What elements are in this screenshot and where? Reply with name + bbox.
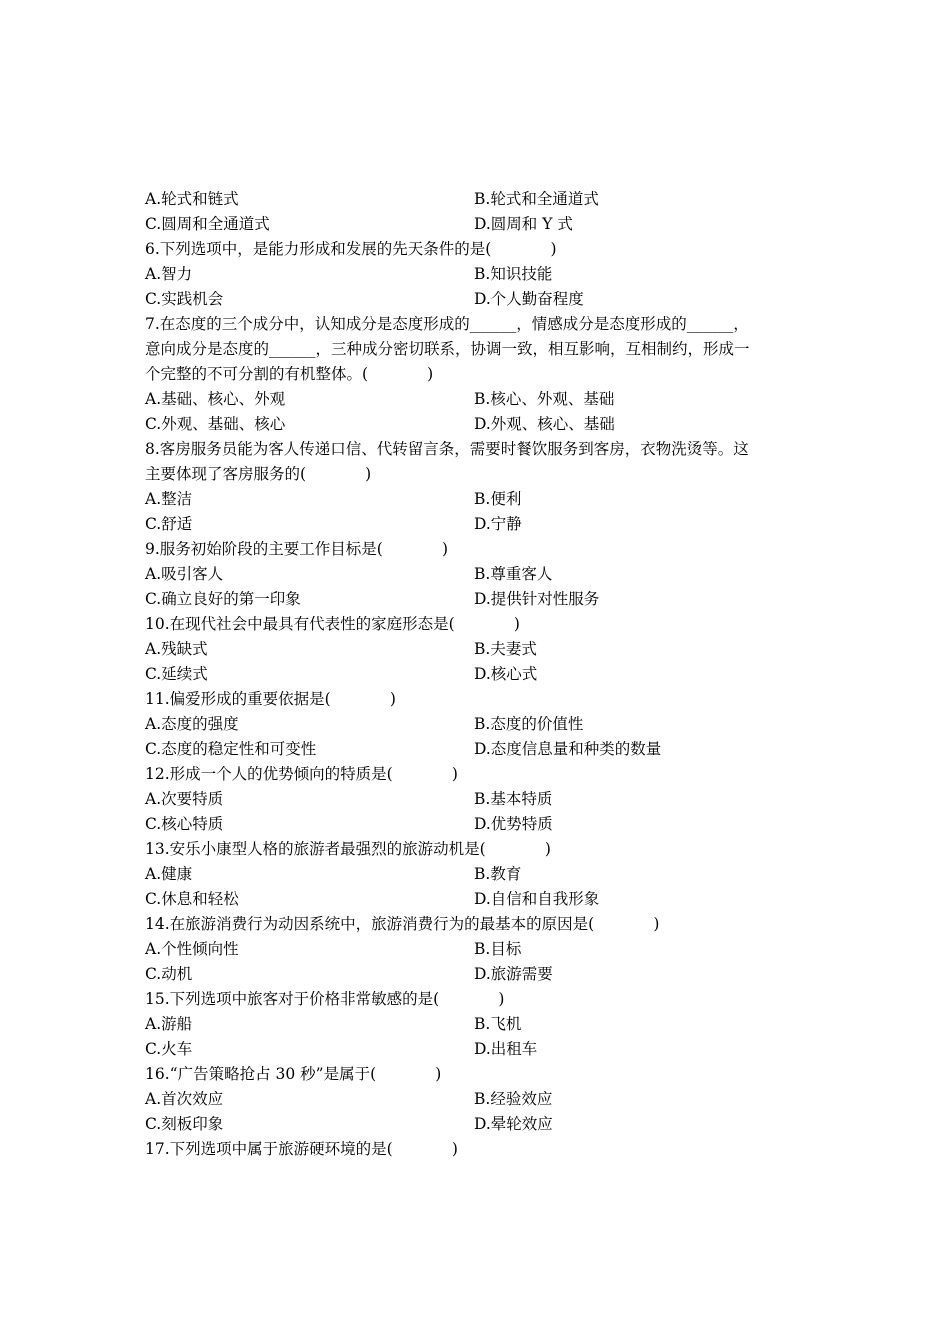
answer-blank: ) [368,365,434,383]
question-text: 17.下列选项中属于旅游硬环境的是( [145,1140,393,1158]
question-text-line: 7.在态度的三个成分中，认知成分是态度形成的______，情感成分是态度形成的______， [145,315,749,333]
option-right: B.夫妻式 [474,640,537,658]
option-left: A.游船 [145,1015,193,1033]
option-left: C.动机 [145,965,193,983]
option-row [145,962,807,987]
answer-blank: ) [306,465,372,483]
option-row [145,212,807,237]
option-left: C.圆周和全通道式 [145,215,270,233]
option-right: B.核心、外观、基础 [474,390,615,408]
question-text: 个完整的不可分割的有机整体。( [145,365,369,383]
answer-blank: ) [454,615,520,633]
option-left: A.首次效应 [145,1090,224,1108]
question-text: 14.在旅游消费行为动因系统中，旅游消费行为的最基本的原因是( [145,915,595,933]
option-row [145,587,807,612]
option-row [145,712,807,737]
question-text: 10.在现代社会中最具有代表性的家庭形态是( [145,615,455,633]
answer-blank: ) [491,240,557,258]
option-left: A.次要特质 [145,790,224,808]
option-left: A.残缺式 [145,640,208,658]
option-row [145,262,807,287]
option-left: A.个性倾向性 [145,940,239,958]
question-line [145,612,807,637]
option-right: D.个人勤奋程度 [474,290,584,308]
option-right: B.经验效应 [474,1090,553,1108]
option-left: C.舒适 [145,515,193,533]
option-left: A.智力 [145,265,193,283]
option-right: B.态度的价值性 [474,715,584,733]
option-right: D.优势特质 [474,815,553,833]
question-text: 15.下列选项中旅客对于价格非常敏感的是( [145,990,440,1008]
option-right: B.轮式和全通道式 [474,190,599,208]
option-row [145,1037,807,1062]
option-left: C.确立良好的第一印象 [145,590,301,608]
option-left: C.态度的稳定性和可变性 [145,740,317,758]
question-text: 6.下列选项中，是能力形成和发展的先天条件的是( [145,240,492,258]
question-text: 9.服务初始阶段的主要工作目标是( [145,540,383,558]
option-row [145,737,807,762]
option-right: D.核心式 [474,665,538,683]
question-text: 16.“广告策略抢占 30 秒”是属于( [145,1065,377,1083]
option-left: A.健康 [145,865,193,883]
question-line [145,987,807,1012]
option-left: C.核心特质 [145,815,224,833]
answer-blank: ) [392,765,458,783]
question-line [145,762,807,787]
option-right: D.自信和自我形象 [474,890,600,908]
answer-blank: ) [330,690,396,708]
option-row [145,512,807,537]
answer-blank: ) [392,1140,458,1158]
option-right: B.教育 [474,865,522,883]
option-left: C.休息和轻松 [145,890,239,908]
question-line [145,462,807,487]
option-right: B.基本特质 [474,790,553,808]
option-left: C.刻板印象 [145,1115,224,1133]
question-text-line: 8.客房服务员能为客人传递口信、代转留言条，需要时餐饮服务到客房，衣物洗烫等。这 [145,440,749,458]
answer-blank: ) [376,1065,442,1083]
option-right: B.目标 [474,940,522,958]
option-right: D.旅游需要 [474,965,553,983]
option-row [145,287,807,312]
option-left: C.火车 [145,1040,193,1058]
option-row [145,637,807,662]
option-right: D.外观、核心、基础 [474,415,615,433]
option-row [145,562,807,587]
option-row [145,787,807,812]
question-line [145,362,807,387]
question-text: 12.形成一个人的优势倾向的特质是( [145,765,393,783]
question-line [145,687,807,712]
answer-blank: ) [485,840,551,858]
option-left: A.态度的强度 [145,715,239,733]
option-right: B.飞机 [474,1015,522,1033]
option-left: C.延续式 [145,665,208,683]
answer-blank: ) [382,540,449,558]
question-text: 11.偏爱形成的重要依据是( [145,690,331,708]
question-line [145,912,807,937]
answer-blank: ) [439,990,505,1008]
option-row [145,1087,807,1112]
option-left: A.基础、核心、外观 [145,390,286,408]
option-row [145,187,807,212]
option-right: D.出租车 [474,1040,538,1058]
option-right: D.圆周和 Y 式 [474,215,573,233]
option-left: C.实践机会 [145,290,224,308]
option-row [145,887,807,912]
question-line [145,537,807,562]
question-line [145,1062,807,1087]
answer-blank: ) [594,915,660,933]
option-right: D.态度信息量和种类的数量 [474,740,662,758]
exam-page [145,187,807,1162]
option-right: B.知识技能 [474,265,553,283]
option-left: C.外观、基础、核心 [145,415,286,433]
option-left: A.吸引客人 [145,565,224,583]
option-row [145,1012,807,1037]
option-right: D.晕轮效应 [474,1115,553,1133]
option-left: A.轮式和链式 [145,190,239,208]
question-line [145,237,807,262]
option-right: B.便利 [474,490,522,508]
option-row [145,387,807,412]
option-row [145,937,807,962]
question-line [145,1137,807,1162]
option-row [145,862,807,887]
option-row [145,812,807,837]
question-line [145,837,807,862]
option-right: D.宁静 [474,515,522,533]
option-right: B.尊重客人 [474,565,553,583]
question-text: 13.安乐小康型人格的旅游者最强烈的旅游动机是( [145,840,486,858]
option-row [145,1112,807,1137]
option-right: D.提供针对性服务 [474,590,600,608]
option-left: A.整洁 [145,490,193,508]
option-row [145,412,807,437]
option-row [145,487,807,512]
option-row [145,662,807,687]
question-text: 主要体现了客房服务的( [145,465,307,483]
question-text-line: 意向成分是态度的______，三种成分密切联系，协调一致，相互影响，互相制约，形成一 [145,340,750,358]
